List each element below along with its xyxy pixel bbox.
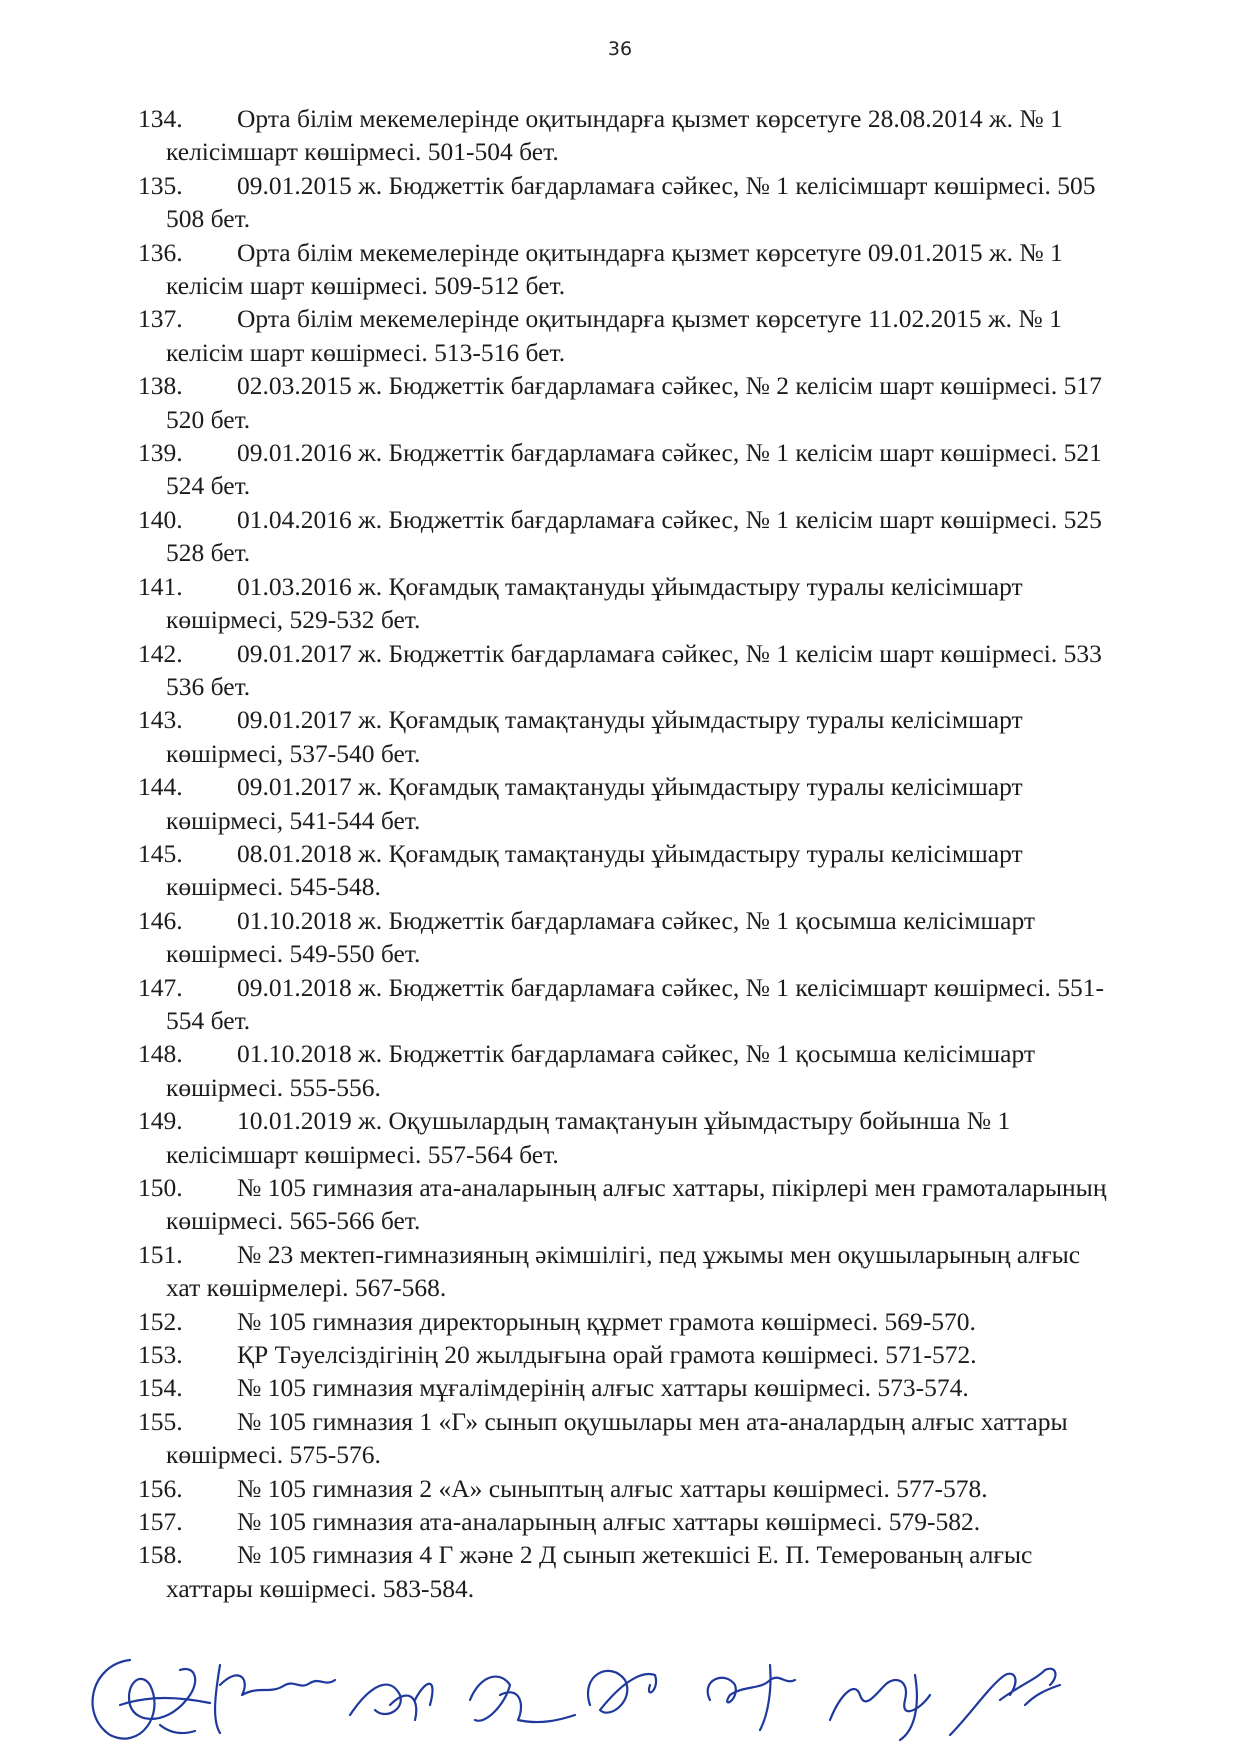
page-number: 36: [607, 38, 633, 60]
entry-number: 158.: [138, 1540, 183, 1570]
entry-text: 10.01.2019 ж. Оқушылардың тамақтануын ұйымдастыру бойынша № 1: [237, 1106, 1011, 1136]
list-item: [138, 369, 1233, 436]
entry-first-line: [138, 369, 1233, 402]
entry-text: 09.01.2015 ж. Бюджеттік бағдарламаға сәйкес, № 1 келісімшарт көшірмесі. 505: [237, 170, 1096, 200]
entry-first-line: [138, 169, 1233, 202]
entry-number: 145.: [138, 838, 183, 868]
entry-first-line: [138, 637, 1233, 670]
entry-continuation: көшірмесі. 545-548.: [166, 872, 381, 902]
signature-6: [708, 1665, 795, 1730]
entry-continuation: хаттары көшірмесі. 583-584.: [166, 1573, 475, 1603]
entry-number: 149.: [138, 1106, 183, 1136]
entry-continuation: 528 бет.: [166, 538, 251, 568]
list-item: [138, 1305, 1233, 1338]
entry-text: 08.01.2018 ж. Қоғамдық тамақтануды ұйымдастыру туралы келісімшарт: [237, 838, 1023, 868]
entry-first-line: [138, 971, 1233, 1004]
entry-text: № 23 мектеп-гимназияның әкімшілігі, пед ұжымы мен оқушыларының алғыс: [237, 1239, 1081, 1269]
entry-number: 138.: [138, 371, 183, 401]
list-item: [138, 236, 1233, 303]
signature-4: [470, 1677, 575, 1723]
entry-number: 143.: [138, 705, 183, 735]
entry-number: 153.: [138, 1340, 183, 1370]
entry-continuation: көшірмесі, 529-532 бет.: [166, 605, 421, 635]
entry-continuation: көшірмесі, 541-544 бет.: [166, 805, 421, 835]
signature-1: [93, 1660, 210, 1739]
entry-number: 139.: [138, 438, 183, 468]
entry-first-line: [138, 302, 1233, 335]
entry-continuation: 508 бет.: [166, 204, 251, 234]
signature-8: [950, 1669, 1060, 1735]
signature-3: [350, 1684, 432, 1720]
entry-text: Орта білім мекемелерінде оқитындарға қызмет көрсетуге 11.02.2015 ж. № 1: [237, 304, 1062, 334]
entry-number: 157.: [138, 1507, 183, 1537]
entry-text: № 105 гимназия 1 «Г» сынып оқушылары мен ата-аналардың алғыс хаттары: [237, 1406, 1068, 1436]
entry-text: Орта білім мекемелерінде оқитындарға қызмет көрсетуге 09.01.2015 ж. № 1: [237, 237, 1063, 267]
entry-continuation: көшірмесі, 537-540 бет.: [166, 738, 421, 768]
entry-first-line: [138, 770, 1233, 803]
entry-number: 155.: [138, 1406, 183, 1436]
entry-text: № 105 гимназия мұғалімдерінің алғыс хаттары көшірмесі. 573-574.: [237, 1373, 969, 1403]
entry-text: № 105 гимназия директорының құрмет грамота көшірмесі. 569-570.: [237, 1306, 976, 1336]
list-item: [138, 770, 1233, 837]
entry-first-line: [138, 570, 1233, 603]
entry-number: 137.: [138, 304, 183, 334]
list-item: [138, 570, 1233, 637]
entry-number: 135.: [138, 170, 183, 200]
list-item: [138, 1405, 1233, 1472]
entry-number: 141.: [138, 571, 183, 601]
list-item: [138, 1037, 1233, 1104]
entry-text: 09.01.2017 ж. Қоғамдық тамақтануды ұйымдастыру туралы келісімшарт: [237, 772, 1023, 802]
signatures-drawing: [70, 1625, 1190, 1750]
list-item: [138, 169, 1233, 236]
entry-text: № 105 гимназия 2 «А» сыныптың алғыс хаттары көшірмесі. 577-578.: [237, 1473, 988, 1503]
entry-number: 134.: [138, 104, 183, 133]
entry-continuation: келісім шарт көшірмесі. 513-516 бет.: [166, 337, 566, 367]
entry-text: № 105 гимназия 4 Г және 2 Д сынып жетекшісі Е. П. Темерованың алғыс: [237, 1540, 1033, 1570]
list-item: [138, 1104, 1233, 1171]
entry-number: 136.: [138, 237, 183, 267]
signature-2: [215, 1665, 335, 1733]
entry-continuation: 554 бет.: [166, 1005, 251, 1035]
entry-first-line: [138, 1371, 1233, 1404]
entry-first-line: [138, 1405, 1233, 1438]
entry-number: 142.: [138, 638, 183, 668]
entry-number: 148.: [138, 1039, 183, 1069]
entry-text: 01.03.2016 ж. Қоғамдық тамақтануды ұйымдастыру туралы келісімшарт: [237, 571, 1023, 601]
entry-continuation: 524 бет.: [166, 471, 251, 501]
list-item: [138, 904, 1233, 971]
entry-first-line: [138, 1538, 1233, 1571]
list-item: [138, 1371, 1233, 1404]
entry-text: 01.04.2016 ж. Бюджеттік бағдарламаға сәйкес, № 1 келісім шарт көшірмесі. 525: [237, 504, 1102, 534]
entry-number: 152.: [138, 1306, 183, 1336]
entry-first-line: [138, 1037, 1233, 1070]
entry-continuation: 536 бет.: [166, 671, 251, 701]
entry-number: 146.: [138, 905, 183, 935]
list-item: [138, 1338, 1233, 1371]
entry-text: 09.01.2016 ж. Бюджеттік бағдарламаға сәйкес, № 1 келісім шарт көшірмесі. 521: [237, 438, 1102, 468]
entry-text: № 105 гимназия ата-аналарының алғыс хаттары, пікірлері мен грамоталарының: [237, 1173, 1107, 1202]
entry-number: 156.: [138, 1473, 183, 1503]
entry-text: 09.01.2017 ж. Қоғамдық тамақтануды ұйымдастыру туралы келісімшарт: [237, 705, 1023, 735]
signature-5: [588, 1671, 656, 1713]
entry-number: 150.: [138, 1173, 183, 1202]
entry-continuation: көшірмесі. 575-576.: [166, 1440, 381, 1470]
list-item: [138, 1505, 1233, 1538]
entry-number: 140.: [138, 504, 183, 534]
entry-first-line: [138, 904, 1233, 937]
entry-text: 09.01.2017 ж. Бюджеттік бағдарламаға сәйкес, № 1 келісім шарт көшірмесі. 533: [237, 638, 1102, 668]
list-item: [138, 302, 1233, 369]
entry-first-line: [138, 503, 1233, 536]
entry-text: 02.03.2015 ж. Бюджеттік бағдарламаға сәйкес, № 2 келісім шарт көшірмесі. 517: [237, 371, 1102, 401]
entry-first-line: [138, 102, 1233, 135]
list-item: [138, 837, 1233, 904]
entry-text: № 105 гимназия ата-аналарының алғыс хаттары көшірмесі. 579-582.: [237, 1507, 981, 1537]
entry-first-line: [138, 1171, 1233, 1204]
list-item: [138, 971, 1233, 1038]
entry-first-line: [138, 1104, 1233, 1137]
entry-text: Орта білім мекемелерінде оқитындарға қызмет көрсетуге 28.08.2014 ж. № 1: [237, 104, 1063, 133]
entry-first-line: [138, 1305, 1233, 1338]
list-item: [138, 703, 1233, 770]
entry-continuation: 520 бет.: [166, 404, 251, 434]
list-item: [138, 436, 1233, 503]
entry-first-line: [138, 1472, 1233, 1505]
entry-first-line: [138, 236, 1233, 269]
signature-7: [830, 1675, 930, 1740]
entry-text: 01.10.2018 ж. Бюджеттік бағдарламаға сәйкес, № 1 қосымша келісімшарт: [237, 1039, 1036, 1069]
entry-continuation: келісімшарт көшірмесі. 557-564 бет.: [166, 1139, 559, 1169]
list-item: [138, 102, 1233, 169]
list-item: [138, 503, 1233, 570]
entry-continuation: хат көшірмелері. 567-568.: [166, 1273, 447, 1303]
entry-continuation: көшірмесі. 555-556.: [166, 1072, 381, 1102]
entry-first-line: [138, 837, 1233, 870]
entry-number: 147.: [138, 972, 183, 1002]
entry-continuation: келісім шарт көшірмесі. 509-512 бет.: [166, 271, 566, 301]
entry-first-line: [138, 436, 1233, 469]
entry-number: 144.: [138, 772, 183, 802]
entry-continuation: көшірмесі. 565-566 бет.: [166, 1206, 421, 1236]
entry-first-line: [138, 703, 1233, 736]
entry-number: 154.: [138, 1373, 183, 1403]
document-list: [138, 102, 1233, 1605]
entry-text: 01.10.2018 ж. Бюджеттік бағдарламаға сәйкес, № 1 қосымша келісімшарт: [237, 905, 1036, 935]
list-item: [138, 1171, 1233, 1238]
entry-continuation: келісімшарт көшірмесі. 501-504 бет.: [166, 137, 559, 167]
entry-number: 151.: [138, 1239, 183, 1269]
entry-first-line: [138, 1338, 1233, 1371]
entry-text: 09.01.2018 ж. Бюджеттік бағдарламаға сәйкес, № 1 келісімшарт көшірмесі. 551-: [237, 972, 1104, 1002]
list-item: [138, 1238, 1233, 1305]
entry-first-line: [138, 1238, 1233, 1271]
entry-continuation: көшірмесі. 549-550 бет.: [166, 939, 421, 969]
entry-first-line: [138, 1505, 1233, 1538]
list-item: [138, 1472, 1233, 1505]
signatures: [70, 1625, 1190, 1750]
list-item: [138, 637, 1233, 704]
list-item: [138, 1538, 1233, 1605]
entry-text: ҚР Тәуелсіздігінің 20 жылдығына орай грамота көшірмесі. 571-572.: [237, 1340, 977, 1370]
